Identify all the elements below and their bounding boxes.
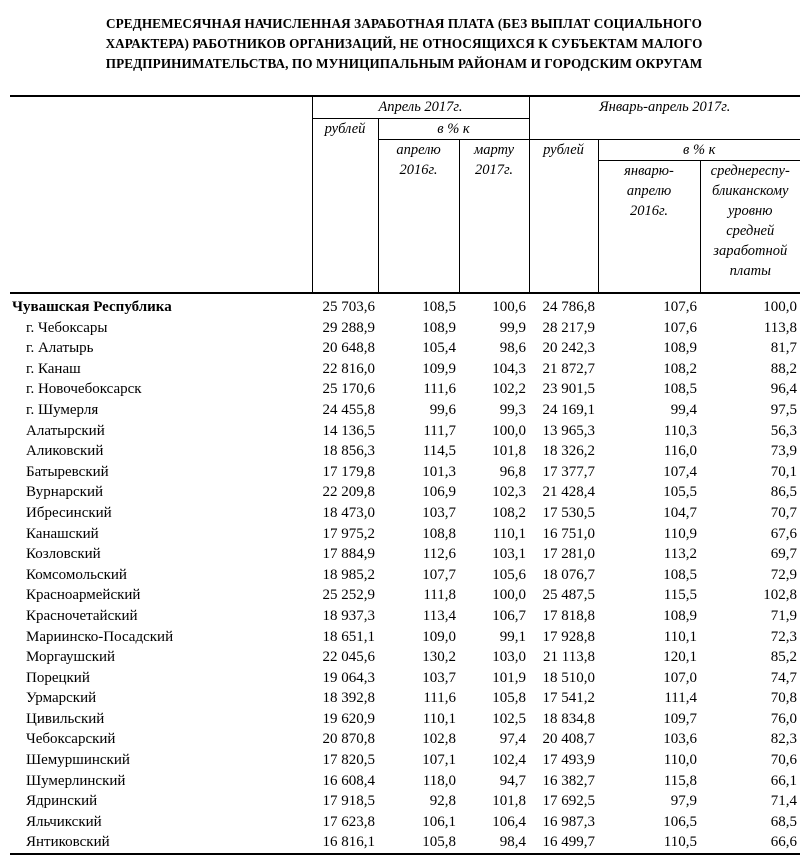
cell-pct-apr2016: 105,4 bbox=[422, 340, 456, 357]
cell-pct-janapr2016: 105,5 bbox=[663, 484, 697, 501]
cell-rub-jan-april: 17 818,8 bbox=[542, 607, 595, 624]
cell-pct-janapr2016: 108,9 bbox=[663, 607, 697, 624]
cell-pct-apr2016: 107,7 bbox=[422, 566, 456, 583]
cell-rub-jan-april: 24 786,8 bbox=[542, 299, 595, 315]
header-avg-level: среднереспу-бликанскому уровню средней заработной платы bbox=[700, 161, 800, 294]
cell-pct-avg-level: 88,2 bbox=[770, 360, 797, 377]
cell-pct-mar2017: 96,8 bbox=[499, 463, 526, 480]
table-row bbox=[10, 832, 800, 854]
table-row bbox=[10, 503, 800, 524]
table-row bbox=[10, 565, 800, 586]
cell-rub-april: 18 856,3 bbox=[322, 443, 375, 460]
cell-pct-mar2017: 102,5 bbox=[492, 710, 526, 727]
table-row bbox=[10, 482, 800, 503]
cell-rub-april: 19 064,3 bbox=[322, 669, 375, 686]
cell-rub-jan-april: 24 169,1 bbox=[542, 401, 595, 418]
cell-rub-jan-april: 17 541,2 bbox=[542, 690, 595, 707]
territory-name: Канашский bbox=[26, 525, 99, 542]
cell-pct-avg-level: 72,3 bbox=[770, 628, 797, 645]
cell-rub-jan-april: 16 987,3 bbox=[542, 813, 595, 830]
cell-rub-april: 18 392,8 bbox=[322, 690, 375, 707]
document-title bbox=[0, 14, 808, 74]
cell-pct-mar2017: 98,6 bbox=[499, 340, 526, 357]
table-row bbox=[10, 524, 800, 545]
cell-rub-april: 20 870,8 bbox=[322, 731, 375, 748]
header-jan-april-2017: Январь-апрель 2017г. bbox=[529, 96, 800, 140]
cell-pct-janapr2016: 110,9 bbox=[663, 525, 697, 542]
territory-name: Вурнарский bbox=[26, 484, 103, 501]
cell-pct-avg-level: 96,4 bbox=[770, 381, 797, 398]
cell-pct-mar2017: 94,7 bbox=[499, 772, 526, 789]
cell-rub-jan-april: 17 377,7 bbox=[542, 463, 595, 480]
cell-pct-apr2016: 111,6 bbox=[423, 690, 456, 707]
table-row bbox=[10, 812, 800, 833]
cell-rub-jan-april: 25 487,5 bbox=[542, 587, 595, 604]
cell-pct-janapr2016: 120,1 bbox=[663, 649, 697, 666]
cell-pct-apr2016: 108,9 bbox=[422, 319, 456, 336]
cell-rub-april: 16 608,4 bbox=[322, 772, 375, 789]
cell-pct-avg-level: 67,6 bbox=[770, 525, 797, 542]
cell-pct-apr2016: 108,5 bbox=[422, 299, 456, 315]
cell-rub-april: 25 252,9 bbox=[322, 587, 375, 604]
cell-pct-avg-level: 81,7 bbox=[770, 340, 797, 357]
cell-pct-avg-level: 113,8 bbox=[763, 319, 797, 336]
cell-pct-avg-level: 70,8 bbox=[770, 690, 797, 707]
cell-pct-janapr2016: 110,1 bbox=[663, 628, 697, 645]
table-row bbox=[10, 791, 800, 812]
cell-pct-mar2017: 102,4 bbox=[492, 752, 526, 769]
cell-pct-janapr2016: 110,3 bbox=[663, 422, 697, 439]
title-line: ХАРАКТЕРА) РАБОТНИКОВ ОРГАНИЗАЦИЙ, НЕ ОТНОСЯЩИХСЯ К СУБЪЕКТАМ МАЛОГО bbox=[105, 36, 703, 51]
title-line: СРЕДНЕМЕСЯЧНАЯ НАЧИСЛЕННАЯ ЗАРАБОТНАЯ ПЛАТА (БЕЗ ВЫПЛАТ СОЦИАЛЬНОГО bbox=[105, 16, 703, 31]
cell-pct-apr2016: 106,1 bbox=[422, 813, 456, 830]
cell-pct-janapr2016: 108,9 bbox=[663, 340, 697, 357]
cell-rub-april: 16 816,1 bbox=[312, 832, 378, 854]
territory-name: Порецкий bbox=[26, 669, 90, 686]
table-row bbox=[10, 606, 800, 627]
territory-name: Шемуршинский bbox=[26, 752, 130, 769]
cell-pct-mar2017: 100,0 bbox=[492, 587, 526, 604]
cell-rub-jan-april: 18 510,0 bbox=[542, 669, 595, 686]
cell-pct-apr2016: 111,6 bbox=[423, 381, 456, 398]
cell-pct-avg-level: 76,0 bbox=[770, 710, 797, 727]
cell-pct-janapr2016: 115,8 bbox=[663, 772, 697, 789]
table-row bbox=[10, 729, 800, 750]
table-row bbox=[10, 771, 800, 792]
territory-name: Ядринский bbox=[26, 793, 98, 810]
cell-pct-apr2016: 103,7 bbox=[422, 669, 456, 686]
cell-pct-avg-level: 85,2 bbox=[770, 649, 797, 666]
territory-name: г. Чебоксары bbox=[26, 319, 108, 336]
table-row bbox=[10, 544, 800, 565]
cell-pct-apr2016: 107,1 bbox=[422, 752, 456, 769]
table-row bbox=[10, 318, 800, 339]
cell-pct-janapr2016: 108,5 bbox=[663, 381, 697, 398]
territory-name: Чувашская Республика bbox=[12, 299, 172, 315]
cell-rub-april: 17 884,9 bbox=[322, 546, 375, 563]
table-row bbox=[10, 462, 800, 483]
cell-pct-avg-level: 70,1 bbox=[770, 463, 797, 480]
cell-rub-jan-april: 16 382,7 bbox=[542, 772, 595, 789]
cell-pct-mar2017: 101,9 bbox=[492, 669, 526, 686]
cell-pct-janapr2016: 110,0 bbox=[663, 752, 697, 769]
cell-pct-avg-level: 72,9 bbox=[770, 566, 797, 583]
cell-pct-avg-level: 86,5 bbox=[770, 484, 797, 501]
cell-rub-april: 18 473,0 bbox=[322, 504, 375, 521]
cell-pct-apr2016: 109,9 bbox=[422, 360, 456, 377]
cell-rub-jan-april: 16 499,7 bbox=[529, 832, 598, 854]
cell-pct-avg-level: 71,4 bbox=[770, 793, 797, 810]
cell-rub-jan-april: 17 530,5 bbox=[542, 504, 595, 521]
cell-pct-apr2016: 102,8 bbox=[422, 731, 456, 748]
table-row bbox=[10, 709, 800, 730]
cell-rub-jan-april: 18 834,8 bbox=[542, 710, 595, 727]
cell-rub-jan-april: 23 901,5 bbox=[542, 381, 595, 398]
cell-pct-avg-level: 82,3 bbox=[770, 731, 797, 748]
cell-pct-mar2017: 102,3 bbox=[492, 484, 526, 501]
header-rub-april: рублей bbox=[312, 119, 378, 294]
cell-pct-avg-level: 66,6 bbox=[700, 832, 800, 854]
cell-pct-janapr2016: 107,6 bbox=[663, 319, 697, 336]
cell-pct-mar2017: 105,6 bbox=[492, 566, 526, 583]
cell-rub-april: 17 975,2 bbox=[322, 525, 375, 542]
territory-name: Янтиковский bbox=[10, 832, 312, 854]
cell-pct-avg-level: 70,6 bbox=[770, 752, 797, 769]
cell-pct-apr2016: 99,6 bbox=[429, 401, 456, 418]
territory-name: Комсомольский bbox=[26, 566, 127, 583]
table-row bbox=[10, 400, 800, 421]
cell-pct-apr2016: 111,7 bbox=[423, 422, 456, 439]
header-pct-jan-april: в % к bbox=[598, 140, 800, 161]
cell-pct-janapr2016: 109,7 bbox=[663, 710, 697, 727]
territory-name: г. Шумерля bbox=[26, 401, 99, 418]
cell-pct-avg-level: 74,7 bbox=[770, 669, 797, 686]
cell-pct-mar2017: 101,8 bbox=[492, 793, 526, 810]
cell-pct-mar2017: 105,8 bbox=[492, 690, 526, 707]
cell-pct-mar2017: 102,2 bbox=[492, 381, 526, 398]
header-mar2017: марту 2017г. bbox=[459, 140, 529, 294]
territory-name: Ибресинский bbox=[26, 504, 112, 521]
cell-rub-april: 19 620,9 bbox=[322, 710, 375, 727]
cell-pct-avg-level: 73,9 bbox=[770, 443, 797, 460]
cell-rub-april: 17 179,8 bbox=[322, 463, 375, 480]
table-row bbox=[10, 293, 800, 318]
header-pct-april: в % к bbox=[378, 119, 529, 140]
cell-rub-april: 22 045,6 bbox=[322, 649, 375, 666]
cell-pct-apr2016: 114,5 bbox=[422, 443, 456, 460]
cell-pct-janapr2016: 97,9 bbox=[670, 793, 697, 810]
territory-name: Красночетайский bbox=[26, 607, 138, 624]
territory-name: г. Алатырь bbox=[26, 340, 94, 357]
table-row bbox=[10, 627, 800, 648]
cell-rub-april: 22 209,8 bbox=[322, 484, 375, 501]
cell-pct-apr2016: 113,4 bbox=[422, 607, 456, 624]
cell-rub-april: 18 985,2 bbox=[322, 566, 375, 583]
cell-pct-janapr2016: 110,5 bbox=[598, 832, 700, 854]
table-row bbox=[10, 421, 800, 442]
territory-name: Цивильский bbox=[26, 710, 105, 727]
cell-rub-jan-april: 28 217,9 bbox=[542, 319, 595, 336]
cell-pct-mar2017: 100,0 bbox=[492, 422, 526, 439]
territory-name: г. Новочебоксарск bbox=[26, 381, 142, 398]
cell-pct-mar2017: 106,4 bbox=[492, 813, 526, 830]
cell-pct-apr2016: 105,8 bbox=[378, 832, 459, 854]
cell-pct-avg-level: 100,0 bbox=[763, 299, 797, 315]
territory-name: Чебоксарский bbox=[26, 731, 116, 748]
cell-pct-mar2017: 106,7 bbox=[492, 607, 526, 624]
territory-name: Красноармейский bbox=[26, 587, 141, 604]
cell-pct-mar2017: 98,4 bbox=[459, 832, 529, 854]
cell-rub-april: 29 288,9 bbox=[322, 319, 375, 336]
territory-name: Моргаушский bbox=[26, 649, 116, 666]
cell-pct-mar2017: 97,4 bbox=[499, 731, 526, 748]
cell-rub-jan-april: 20 242,3 bbox=[542, 340, 595, 357]
header-rub-jan-april: рублей bbox=[529, 140, 598, 294]
table-row bbox=[10, 338, 800, 359]
cell-pct-mar2017: 108,2 bbox=[492, 504, 526, 521]
territory-name: Мариинско-Посадский bbox=[26, 628, 174, 645]
cell-pct-mar2017: 99,9 bbox=[499, 319, 526, 336]
cell-rub-jan-april: 16 751,0 bbox=[542, 525, 595, 542]
header-april-2017: Апрель 2017г. bbox=[312, 96, 529, 119]
cell-rub-april: 17 820,5 bbox=[322, 752, 375, 769]
cell-pct-janapr2016: 113,2 bbox=[663, 546, 697, 563]
table-row bbox=[10, 585, 800, 606]
territory-name: Батыревский bbox=[26, 463, 109, 480]
table-row bbox=[10, 688, 800, 709]
cell-pct-apr2016: 118,0 bbox=[422, 772, 456, 789]
cell-rub-april: 25 170,6 bbox=[322, 381, 375, 398]
cell-pct-apr2016: 103,7 bbox=[422, 504, 456, 521]
cell-pct-apr2016: 108,8 bbox=[422, 525, 456, 542]
cell-pct-avg-level: 71,9 bbox=[770, 607, 797, 624]
cell-pct-mar2017: 101,8 bbox=[492, 443, 526, 460]
cell-pct-apr2016: 111,8 bbox=[423, 587, 456, 604]
cell-rub-april: 17 918,5 bbox=[322, 793, 375, 810]
cell-pct-janapr2016: 107,4 bbox=[663, 463, 697, 480]
table-row bbox=[10, 359, 800, 380]
territory-name: Яльчикский bbox=[26, 813, 102, 830]
cell-pct-apr2016: 101,3 bbox=[422, 463, 456, 480]
territory-name: Козловский bbox=[26, 546, 101, 563]
cell-rub-jan-april: 18 076,7 bbox=[542, 566, 595, 583]
cell-rub-april: 20 648,8 bbox=[322, 340, 375, 357]
cell-rub-jan-april: 20 408,7 bbox=[542, 731, 595, 748]
cell-pct-mar2017: 99,1 bbox=[499, 628, 526, 645]
cell-pct-apr2016: 92,8 bbox=[429, 793, 456, 810]
cell-pct-janapr2016: 99,4 bbox=[670, 401, 697, 418]
cell-rub-jan-april: 18 326,2 bbox=[542, 443, 595, 460]
cell-pct-mar2017: 104,3 bbox=[492, 360, 526, 377]
cell-pct-avg-level: 102,8 bbox=[763, 587, 797, 604]
cell-pct-mar2017: 110,1 bbox=[492, 525, 526, 542]
cell-pct-avg-level: 69,7 bbox=[770, 546, 797, 563]
territory-name: Шумерлинский bbox=[26, 772, 126, 789]
cell-pct-apr2016: 130,2 bbox=[422, 649, 456, 666]
cell-pct-janapr2016: 107,6 bbox=[663, 299, 697, 315]
cell-rub-jan-april: 13 965,3 bbox=[542, 422, 595, 439]
header-apr2016: апрелю 2016г. bbox=[378, 140, 459, 294]
territory-name: г. Канаш bbox=[26, 360, 81, 377]
table-row bbox=[10, 647, 800, 668]
territory-name: Урмарский bbox=[26, 690, 97, 707]
table-row bbox=[10, 441, 800, 462]
table-row bbox=[10, 668, 800, 689]
cell-rub-april: 24 455,8 bbox=[322, 401, 375, 418]
cell-pct-avg-level: 66,1 bbox=[770, 772, 797, 789]
cell-pct-janapr2016: 116,0 bbox=[663, 443, 697, 460]
cell-pct-avg-level: 97,5 bbox=[770, 401, 797, 418]
territory-name: Аликовский bbox=[26, 443, 104, 460]
header-janapr2016: январю-апрелю 2016г. bbox=[598, 161, 700, 294]
territory-name: Алатырский bbox=[26, 422, 105, 439]
table-row bbox=[10, 379, 800, 400]
cell-rub-april: 18 937,3 bbox=[322, 607, 375, 624]
cell-pct-mar2017: 100,6 bbox=[492, 299, 526, 315]
cell-rub-jan-april: 21 872,7 bbox=[542, 360, 595, 377]
cell-pct-apr2016: 112,6 bbox=[422, 546, 456, 563]
cell-pct-janapr2016: 108,2 bbox=[663, 360, 697, 377]
cell-rub-april: 17 623,8 bbox=[322, 813, 375, 830]
title-line: ПРЕДПРИНИМАТЕЛЬСТВА, ПО МУНИЦИПАЛЬНЫМ РАЙОНАМ И ГОРОДСКИМ ОКРУГАМ bbox=[105, 56, 703, 71]
cell-pct-janapr2016: 104,7 bbox=[663, 504, 697, 521]
cell-pct-janapr2016: 103,6 bbox=[663, 731, 697, 748]
cell-pct-janapr2016: 111,4 bbox=[664, 690, 697, 707]
cell-rub-jan-april: 17 493,9 bbox=[542, 752, 595, 769]
cell-pct-janapr2016: 108,5 bbox=[663, 566, 697, 583]
cell-rub-april: 22 816,0 bbox=[322, 360, 375, 377]
cell-pct-janapr2016: 107,0 bbox=[663, 669, 697, 686]
cell-pct-mar2017: 99,3 bbox=[499, 401, 526, 418]
cell-rub-jan-april: 21 113,8 bbox=[543, 649, 595, 666]
salary-table bbox=[10, 95, 800, 855]
cell-rub-april: 25 703,6 bbox=[322, 299, 375, 315]
cell-pct-janapr2016: 115,5 bbox=[663, 587, 697, 604]
cell-rub-jan-april: 17 281,0 bbox=[542, 546, 595, 563]
cell-pct-apr2016: 109,0 bbox=[422, 628, 456, 645]
cell-rub-april: 18 651,1 bbox=[322, 628, 375, 645]
table-row bbox=[10, 750, 800, 771]
cell-rub-jan-april: 17 692,5 bbox=[542, 793, 595, 810]
cell-pct-mar2017: 103,1 bbox=[492, 546, 526, 563]
cell-rub-april: 14 136,5 bbox=[322, 422, 375, 439]
cell-pct-avg-level: 70,7 bbox=[770, 504, 797, 521]
header-territory bbox=[10, 96, 312, 293]
cell-pct-avg-level: 68,5 bbox=[770, 813, 797, 830]
cell-pct-avg-level: 56,3 bbox=[770, 422, 797, 439]
cell-rub-jan-april: 17 928,8 bbox=[542, 628, 595, 645]
cell-pct-apr2016: 106,9 bbox=[422, 484, 456, 501]
cell-pct-apr2016: 110,1 bbox=[422, 710, 456, 727]
cell-pct-mar2017: 103,0 bbox=[492, 649, 526, 666]
cell-pct-janapr2016: 106,5 bbox=[663, 813, 697, 830]
cell-rub-jan-april: 21 428,4 bbox=[542, 484, 595, 501]
